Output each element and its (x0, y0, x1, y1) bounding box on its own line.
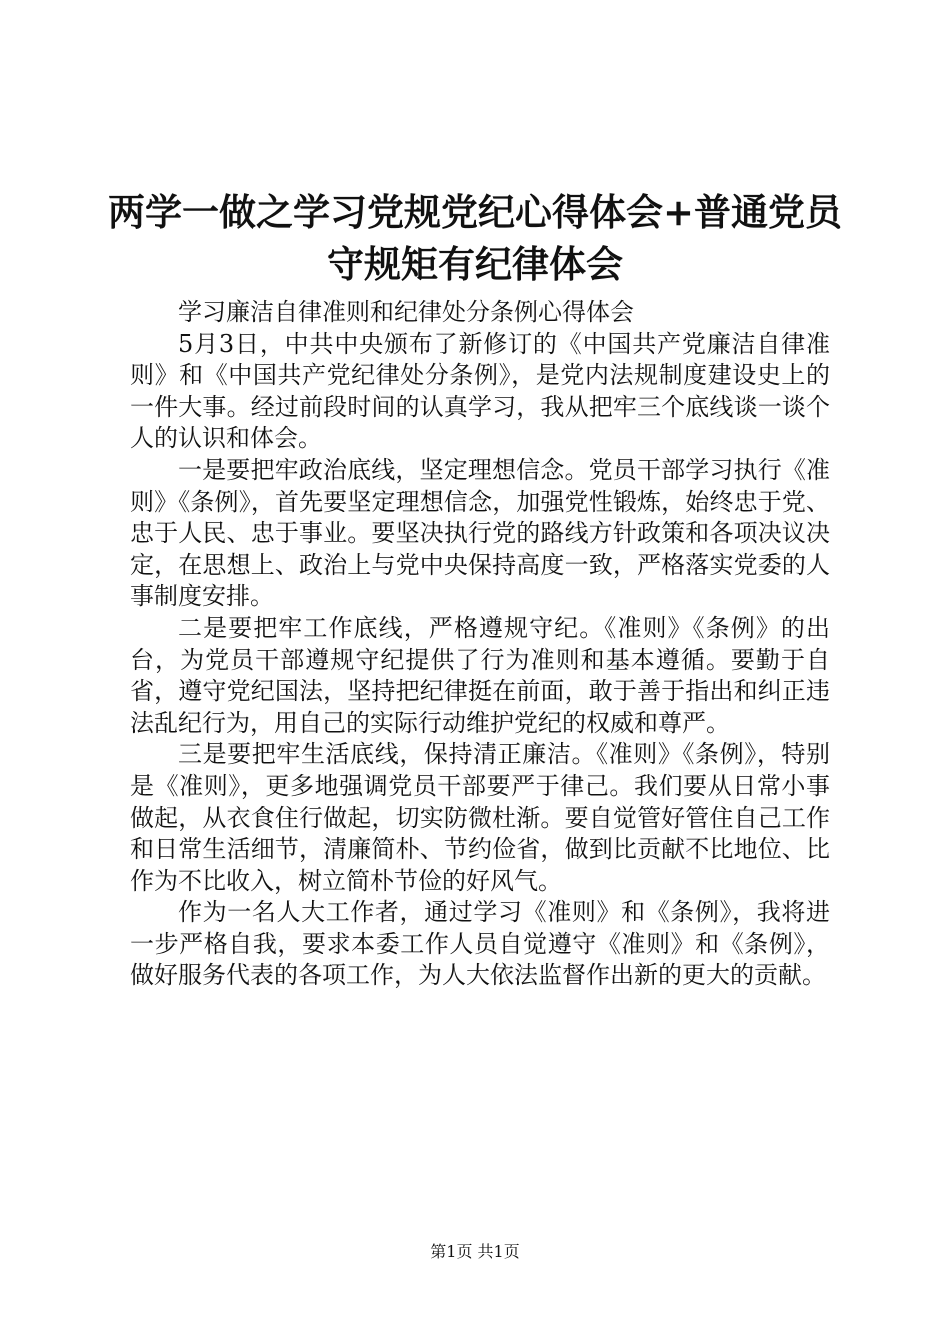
document-body (130, 297, 830, 992)
section-heading: 学习廉洁自律准则和纪律处分条例心得体会 (178, 298, 634, 326)
document-title (80, 186, 870, 290)
paragraph-work-baseline: 二是要把牢工作底线，严格遵规守纪。《准则》《条例》的出台，为党员干部遵规守纪提供了行为准则和基本遵循。要勤于自省，遵守党纪国法，坚持把纪律挺在前面，敢于善于指出和纠正违法乱纪行为，用自己的实际行动维护党纪的权威和尊严。 (130, 613, 830, 737)
paragraph-conclusion: 作为一名人大工作者，通过学习《准则》和《条例》，我将进一步严格自我，要求本委工作人员自觉遵守《准则》和《条例》，做好服务代表的各项工作，为人大依法监督作出新的更大的贡献。 (130, 898, 830, 990)
paragraph-life-baseline: 三是要把牢生活底线，保持清正廉洁。《准则》《条例》，特别是《准则》，更多地强调党员干部要严于律己。我们要从日常小事做起，从衣食住行做起，切实防微杜渐。要自觉管好管住自己工作和日常生活细节，清廉简朴、节约俭省，做到比贡献不比地位、比作为不比收入，树立简朴节俭的好风气。 (130, 740, 830, 895)
page-footer: 第1页 共1页 (430, 1242, 520, 1261)
title-line-1: 两学一做之学习党规党纪心得体会+普通党员 (107, 190, 842, 234)
paragraph-intro: 5月3日，中共中央颁布了新修订的《中国共产党廉洁自律准则》和《中国共产党纪律处分条例》，是党内法规制度建设史上的一件大事。经过前段时间的认真学习，我从把牢三个底线谈一谈个人的认识和体会。 (130, 329, 830, 453)
paragraph-political-baseline: 一是要把牢政治底线，坚定理想信念。党员干部学习执行《准则》《条例》，首先要坚定理想信念，加强党性锻炼，始终忠于党、忠于人民、忠于事业。要坚决执行党的路线方针政策和各项决议决定，在思想上、政治上与党中央保持高度一致，严格落实党委的人事制度安排。 (130, 455, 830, 611)
title-line-2: 守规矩有纪律体会 (327, 242, 623, 286)
